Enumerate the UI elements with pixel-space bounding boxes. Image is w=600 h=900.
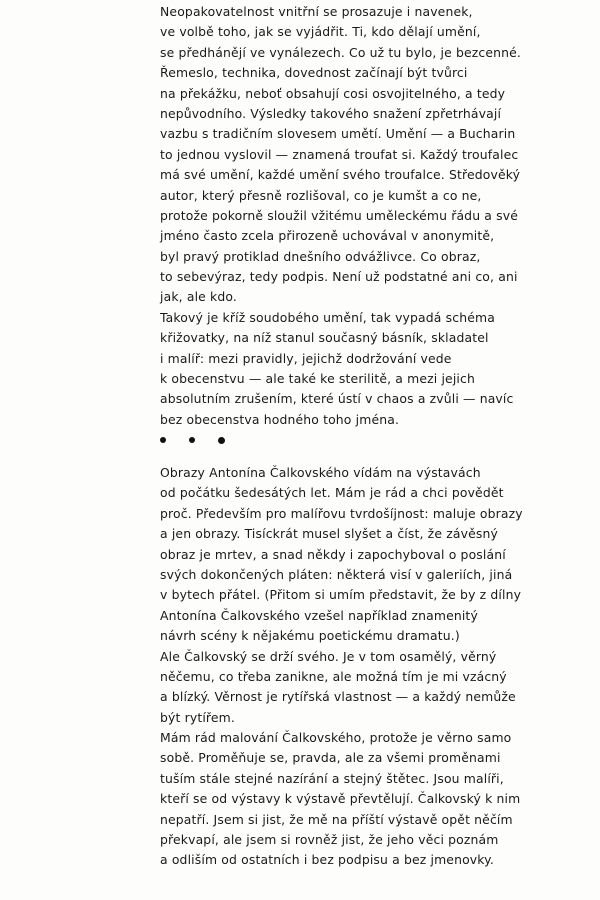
paragraph-line: k obecenstvu — ale také ke sterilitě, a mezi jejich xyxy=(160,371,475,387)
essay-section-one xyxy=(160,2,560,430)
paragraph-line: a jen obrazy. Tisíckrát musel slyšet a číst, že závěsný xyxy=(160,526,498,542)
paragraph-line: na překážku, neboť obsahují cosi osvojitelného, a tedy xyxy=(160,85,506,101)
paragraph-line: svých dokončených pláten: některá visí v galeriích, jiná xyxy=(160,566,513,582)
paragraph-line: něčemu, co třeba zanikne, ale možná tím je mi vzácný xyxy=(160,668,507,684)
paragraph-line: bez obecenstva hodného toho jména. xyxy=(160,411,400,427)
paragraph-line: jak, ale kdo. xyxy=(160,289,237,305)
paragraph-line: protože pokorně sloužil vžitému uměleckému řádu a své xyxy=(160,207,518,223)
paragraph-line: ve volbě toho, jak se vyjádřit. Ti, kdo dělají umění, xyxy=(160,24,481,40)
paragraph-line: Řemeslo, technika, dovednost začínají být tvůrci xyxy=(160,65,468,81)
divider-dot xyxy=(189,437,195,443)
paragraph-line: vazbu s tradičním slovesem umětí. Umění — a Bucharin xyxy=(160,126,516,142)
paragraph-line: to sebevýraz, tedy podpis. Není už podstatné ani co, ani xyxy=(160,269,518,285)
divider-dot xyxy=(218,437,225,444)
paragraph-line: Antonína Čalkovského vzešel například znamenitý xyxy=(160,607,478,623)
paragraph-line: má své umění, každé umění svého troufalce. Středověký xyxy=(160,167,521,183)
paragraph-line: v bytech přátel. (Přitom si umím představit, že by z dílny xyxy=(160,587,522,603)
paragraph-line: se předhánějí ve vynálezech. Co už tu bylo, je bezcenné. xyxy=(160,44,521,60)
paragraph-line: sobě. Proměňuje se, pravda, ale za všemi proměnami xyxy=(160,750,501,766)
paragraph-line: absolutním zrušením, které ústí v chaos a zvůli — navíc xyxy=(160,391,514,407)
section-divider-dots xyxy=(160,434,248,446)
paragraph-line: proč. Především pro malířovu tvrdošíjnost: maluje obrazy xyxy=(160,505,523,521)
paragraph-line: nepatří. Jsem si jist, že mě na příští výstavě opět něčím xyxy=(160,811,513,827)
paragraph-line: a blízký. Věrnost je rytířská vlastnost — a každý nemůže xyxy=(160,689,516,705)
paragraph-line: to jednou vyslovil — znamená troufat si. Každý troufalec xyxy=(160,146,519,162)
paragraph-line: křižovatky, na níž stanul současný básník, skladatel xyxy=(160,330,489,346)
paragraph-line: překvapí, ale jsem si rovněž jist, že jeho věci poznám xyxy=(160,832,499,848)
paragraph-line: Mám rád malování Čalkovského, protože je věrno samo xyxy=(160,730,512,746)
paragraph-line: autor, který přesně rozlišoval, co je kumšt a co ne, xyxy=(160,187,482,203)
divider-dot xyxy=(160,437,166,443)
paragraph-line: tuším stále stejné nazírání a stejný štětec. Jsou malíři, xyxy=(160,770,504,786)
paragraph-line: a odliším od ostatních i bez podpisu a bez jmenovky. xyxy=(160,852,494,868)
essay-section-two xyxy=(160,463,560,871)
paragraph-line: Ale Čalkovský se drží svého. Je v tom osamělý, věrný xyxy=(160,648,497,664)
paragraph-line: Neopakovatelnost vnitřní se prosazuje i navenek, xyxy=(160,4,473,19)
paragraph-line: Takový je kříž soudobého umění, tak vypadá schéma xyxy=(160,309,495,325)
paragraph-line: kteří se od výstavy k výstavě převtělují. Čalkovský k nim xyxy=(160,791,521,807)
paragraph-line: obraz je mrtev, a snad někdy i zapochyboval o poslání xyxy=(160,546,506,562)
paragraph-line: návrh scény k nějakému poetickému dramatu.) xyxy=(160,628,460,644)
paragraph-line: i malíř: mezi pravidly, jejichž dodržování vede xyxy=(160,350,452,366)
paragraph-line: byl pravý protiklad dnešního odvážlivce. Co obraz, xyxy=(160,248,481,264)
paragraph-line: od počátku šedesátých let. Mám je rád a chci povědět xyxy=(160,485,504,501)
paragraph-line: jméno často zcela přirozeně uchovával v anonymitě, xyxy=(160,228,495,244)
paragraph-line: být rytířem. xyxy=(160,709,235,725)
paragraph-line: Obrazy Antonína Čalkovského vídám na výstavách xyxy=(160,465,481,480)
paragraph-line: nepůvodního. Výsledky takového snažení zpřetrhávají xyxy=(160,105,502,121)
